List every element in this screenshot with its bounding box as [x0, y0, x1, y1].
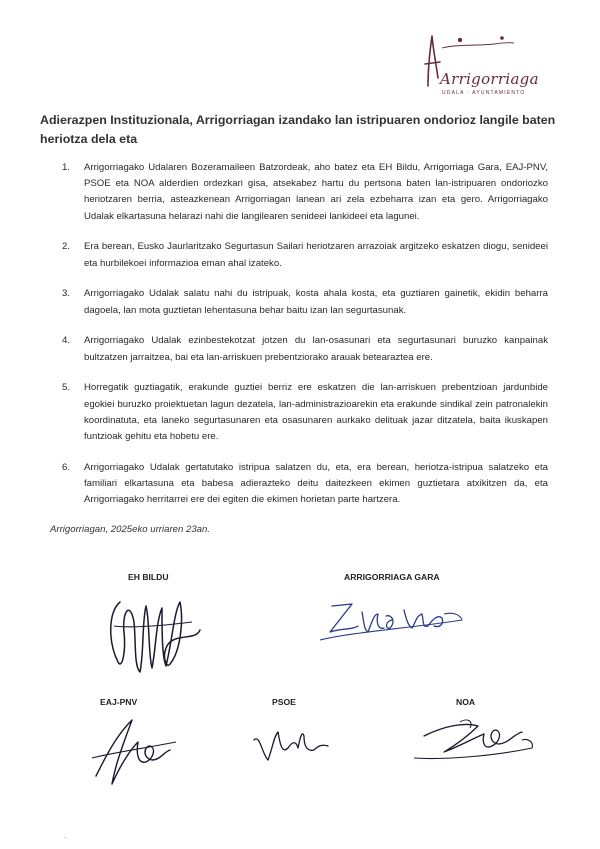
party-label-eaj-pnv: EAJ-PNV — [100, 697, 138, 707]
item-number: 3. — [62, 288, 71, 300]
psoe-signature — [244, 714, 334, 774]
statement-item-3 — [62, 286, 548, 318]
statement-item-5 — [62, 380, 548, 445]
item-text: Arrigorriagako Udalaren Bozeramaileen Batzordeak, aho batez eta EH Bildu, Arrigorriaga Gara, EAJ-PNV, PSOE eta NOA alderdien ordezkari gisa, atsekabez hartu du pertsona baten lan-istripuaren ondoriozko heriotzaren berria, asteazkenean Arrigorriagan lanean ari zela ezbeharra izan eta gero. Arrigorriagako Udalak elkartasuna helarazi nahi die langilearen senideei lankideei eta lagunei. — [84, 162, 548, 222]
item-text: Horregatik guztiagatik, erakunde guztiei berriz ere eskatzen die lan-arriskuen prebentzioan jardunbide egokiei buruzko proiektuetan lagun dezatela, lan-administrazioarekin eta erakunde sindikal zein patronalekin koordinatuta, eta laneko segurtasunaren eta osasunaren aurkako delituak jazar ditzatela, baita ikuskapen funtzioak gehitu eta hobetu ere. — [84, 382, 548, 443]
item-number: 4. — [62, 335, 71, 347]
eh-bildu-signature — [100, 582, 210, 682]
item-text: Arrigorriagako Udalak ezinbestekotzat jotzen du lan-osasunari eta segurtasunari buruzko kanpainak bultzatzen jarraitzea, bai eta lan-arriskuen prebentziorako arauak betearaztea ere. — [84, 335, 548, 363]
statement-item-1 — [62, 160, 548, 225]
item-number: 1. — [62, 162, 71, 173]
party-label-eh-bildu: EH BILDU — [128, 572, 169, 582]
logo-name: Arrigorriaga — [440, 70, 539, 88]
noa-signature — [404, 706, 544, 776]
eaj-pnv-signature — [76, 706, 186, 796]
item-text: Era berean, Eusko Jaurlaritzako Segurtasun Sailari heriotzaren arrazoiak argitzeko eskatzen diogu, senideei eta hurbilekoei informazioa eman ahal izateko. — [84, 241, 548, 269]
logo-subtitle: UDALA · AYUNTAMIENTO — [442, 90, 526, 96]
document-title: Adierazpen Instituzionala, Arrigorriagan izandako lan istripuaren ondorioz langile baten heriotza dela eta — [40, 113, 556, 146]
page-mark: . — [64, 831, 67, 840]
place-date: Arrigorriagan, 2025eko urriaren 23an. — [50, 524, 210, 535]
statement-list — [62, 160, 548, 523]
arrigorriaga-gara-signature — [312, 592, 472, 652]
item-number: 6. — [62, 461, 71, 473]
party-label-arrigorriaga-gara: ARRIGORRIAGA GARA — [344, 572, 440, 582]
statement-item-6 — [62, 460, 548, 509]
party-label-noa: NOA — [456, 697, 476, 707]
item-number: 2. — [62, 241, 71, 253]
ayuntamiento-logo — [418, 28, 538, 96]
statement-item-2 — [62, 239, 548, 271]
item-text: Arrigorriagako Udalak salatu nahi du istripuak, kosta ahala kosta, eta guztiaren gainetik, ekidin beharra dagoela, lan mota guztietan lehentasuna behar baitu izan lan segurtasunak. — [84, 288, 548, 316]
item-number: 5. — [62, 382, 71, 394]
item-text: Arrigorriagako Udalak gertatutako istripua salatzen du, eta, era berean, heriotza-istripua salatzeko eta familiari elkartasuna eta babesa adierazteko deitu daitezkeen ekimen guztietara atxikitzen da, eta Arrigorriagako herritarrei ere dei egiten die ekimen horietan parte hartzera. — [84, 461, 548, 506]
statement-item-4 — [62, 333, 548, 365]
party-label-psoe: PSOE — [272, 697, 296, 707]
